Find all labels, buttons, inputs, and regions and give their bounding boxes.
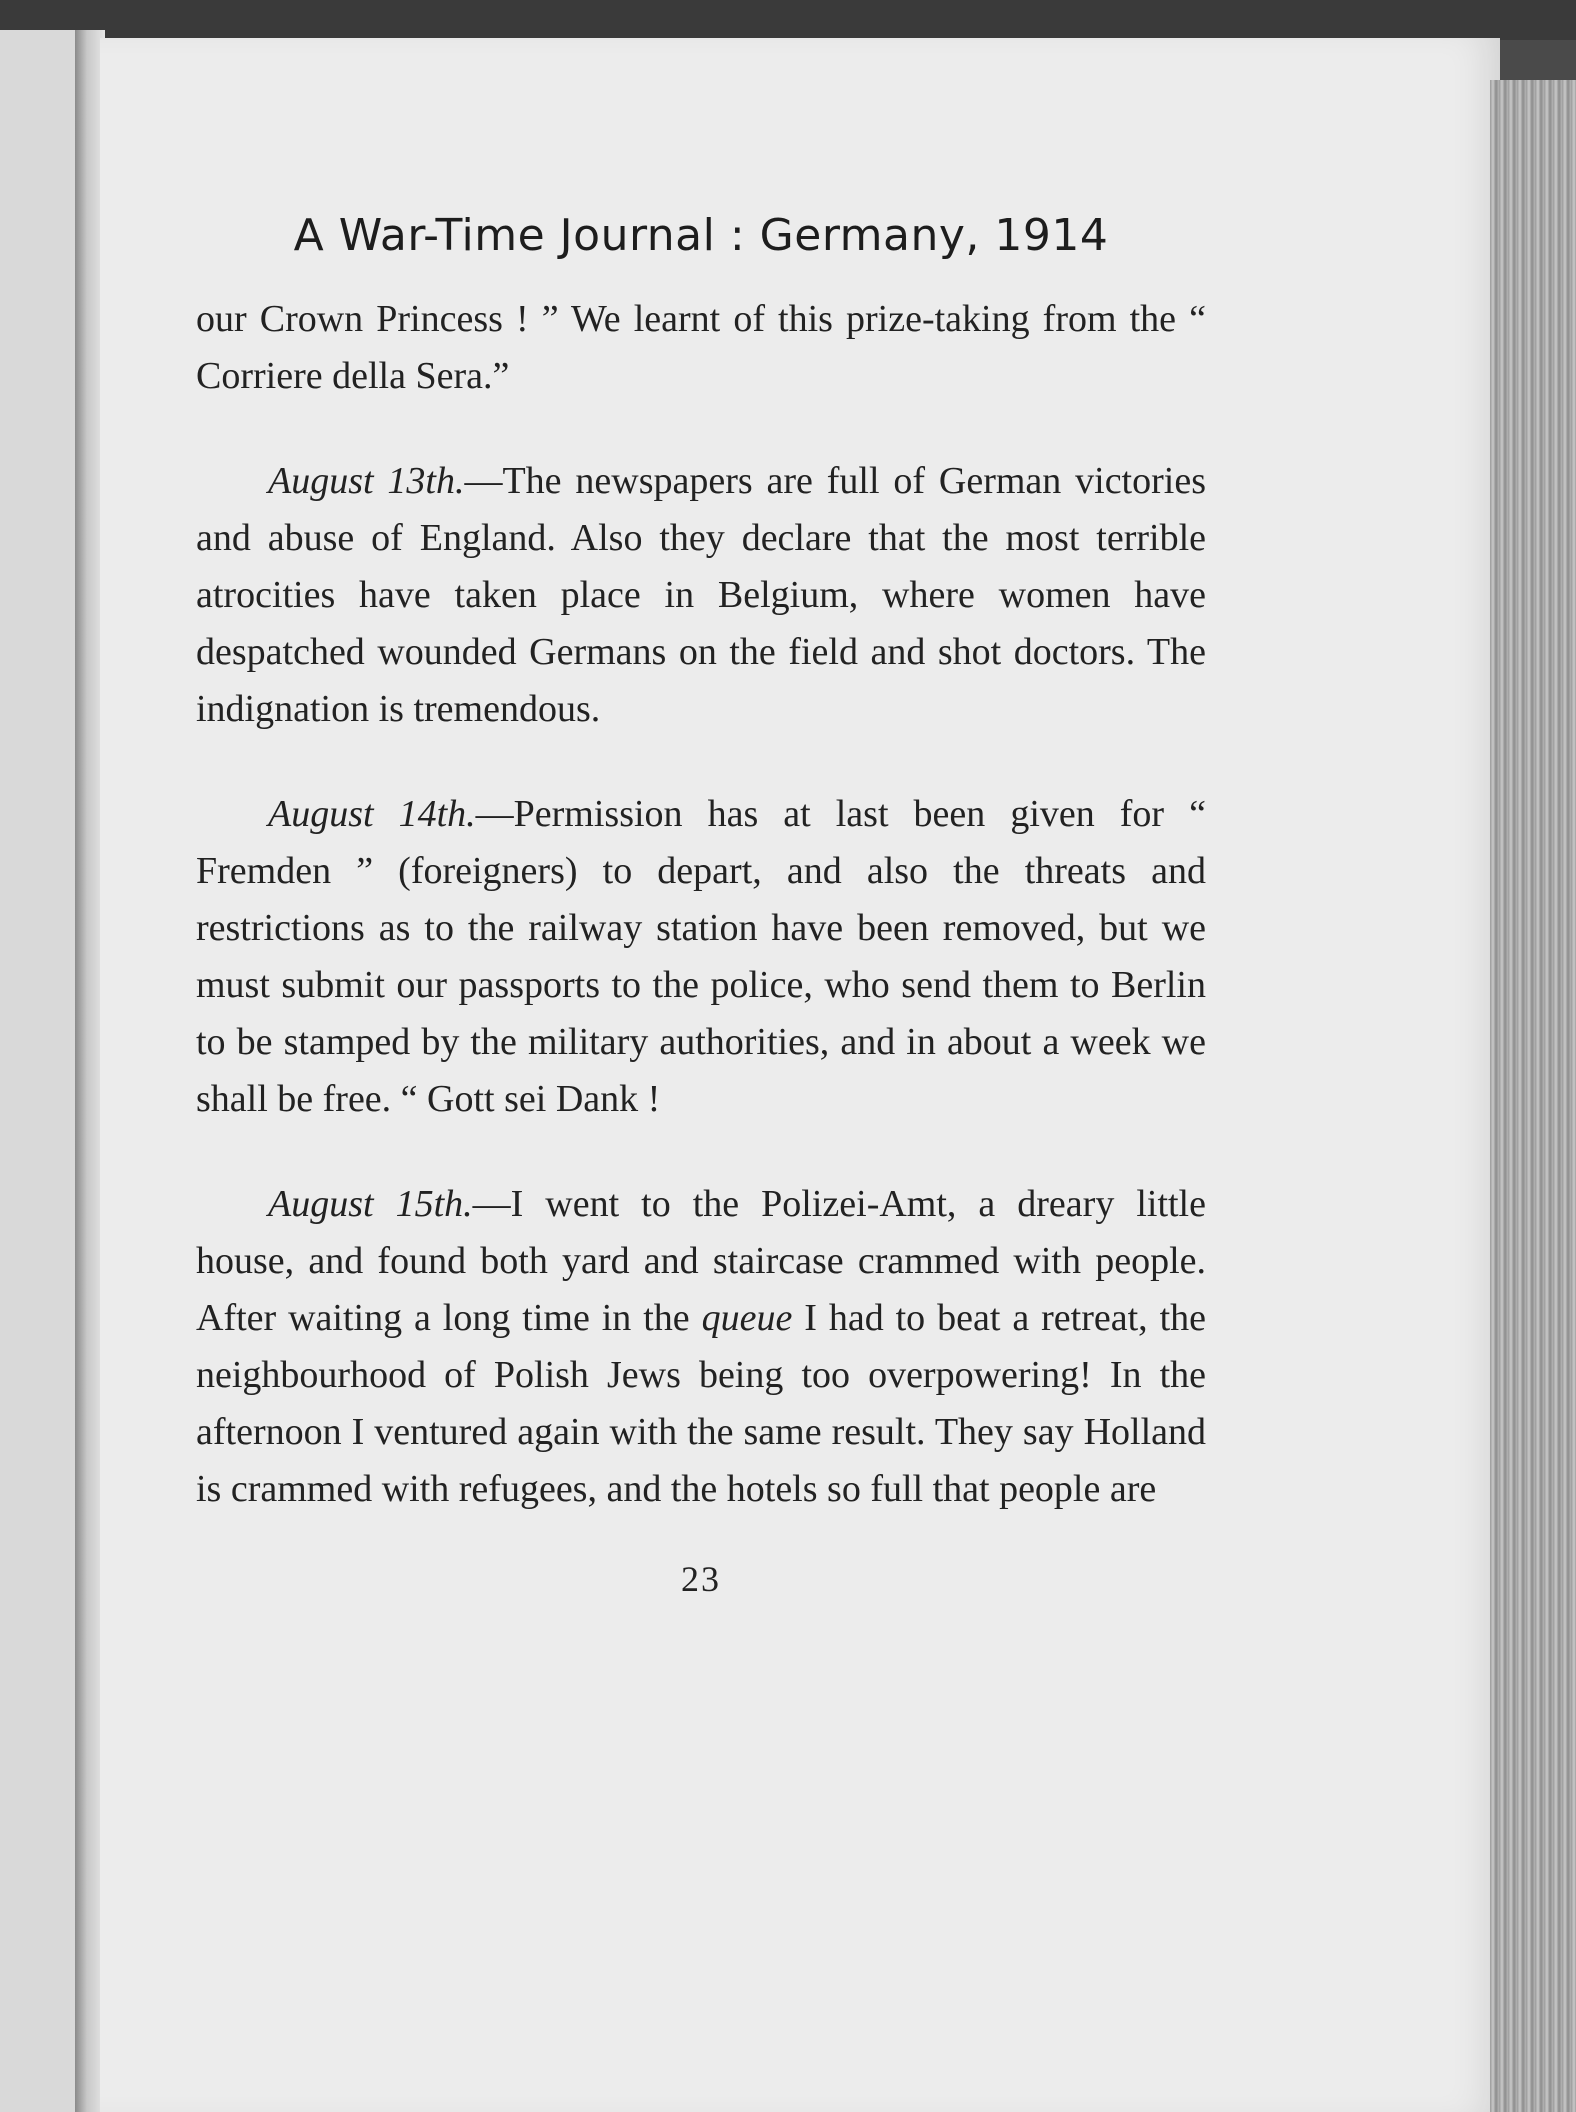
page-number: 23 bbox=[681, 1559, 721, 1599]
journal-entry-aug-15 bbox=[196, 1176, 1206, 1518]
page-content bbox=[196, 210, 1206, 1600]
italic-word: queue bbox=[701, 1297, 793, 1339]
paragraph-text: our Crown Princess ! ” We learnt of this prize-taking from the “ Corriere della Sera.” bbox=[196, 298, 1206, 397]
entry-date: August 13th. bbox=[268, 460, 465, 502]
entry-text-end: I had to beat a retreat, the neighbourhood of Polish Jews being too overpowering! In the afternoon I ventured again with the same result. They say Holland is crammed with refugees, and the hotels so full that people are bbox=[196, 1297, 1206, 1510]
entry-date: August 15th. bbox=[268, 1183, 473, 1225]
page-edges bbox=[1490, 80, 1576, 2112]
entry-text: —I went to the Polizei-Amt, a dreary little house, and found both yard and staircase crammed with people. After waiting a long time in the bbox=[196, 1183, 1206, 1339]
journal-entry-aug-14 bbox=[196, 786, 1206, 1128]
entry-text: —The newspapers are full of German victories and abuse of England. Also they declare that the most terrible atrocities have taken place in Belgium, where women have despatched wounded Germans on the field and shot doctors. The indignation is tremendous. bbox=[196, 460, 1206, 730]
running-head: A War-Time Journal : Germany, 1914 bbox=[293, 210, 1109, 261]
facing-page-edge bbox=[0, 30, 75, 2112]
entry-date: August 14th. bbox=[268, 793, 476, 835]
entry-text: —Permission has at last been given for “ Fremden ” (foreigners) to depart, and also the threats and restrictions as to the railway station have been removed, but we must submit our passports to the police, who send them to Berlin to be stamped by the military authorities, and in about a week we shall be free. “ Gott sei Dank ! bbox=[196, 793, 1206, 1120]
journal-entry-aug-13 bbox=[196, 453, 1206, 738]
scan-top-edge bbox=[0, 0, 1576, 40]
paragraph-continued bbox=[196, 291, 1206, 405]
